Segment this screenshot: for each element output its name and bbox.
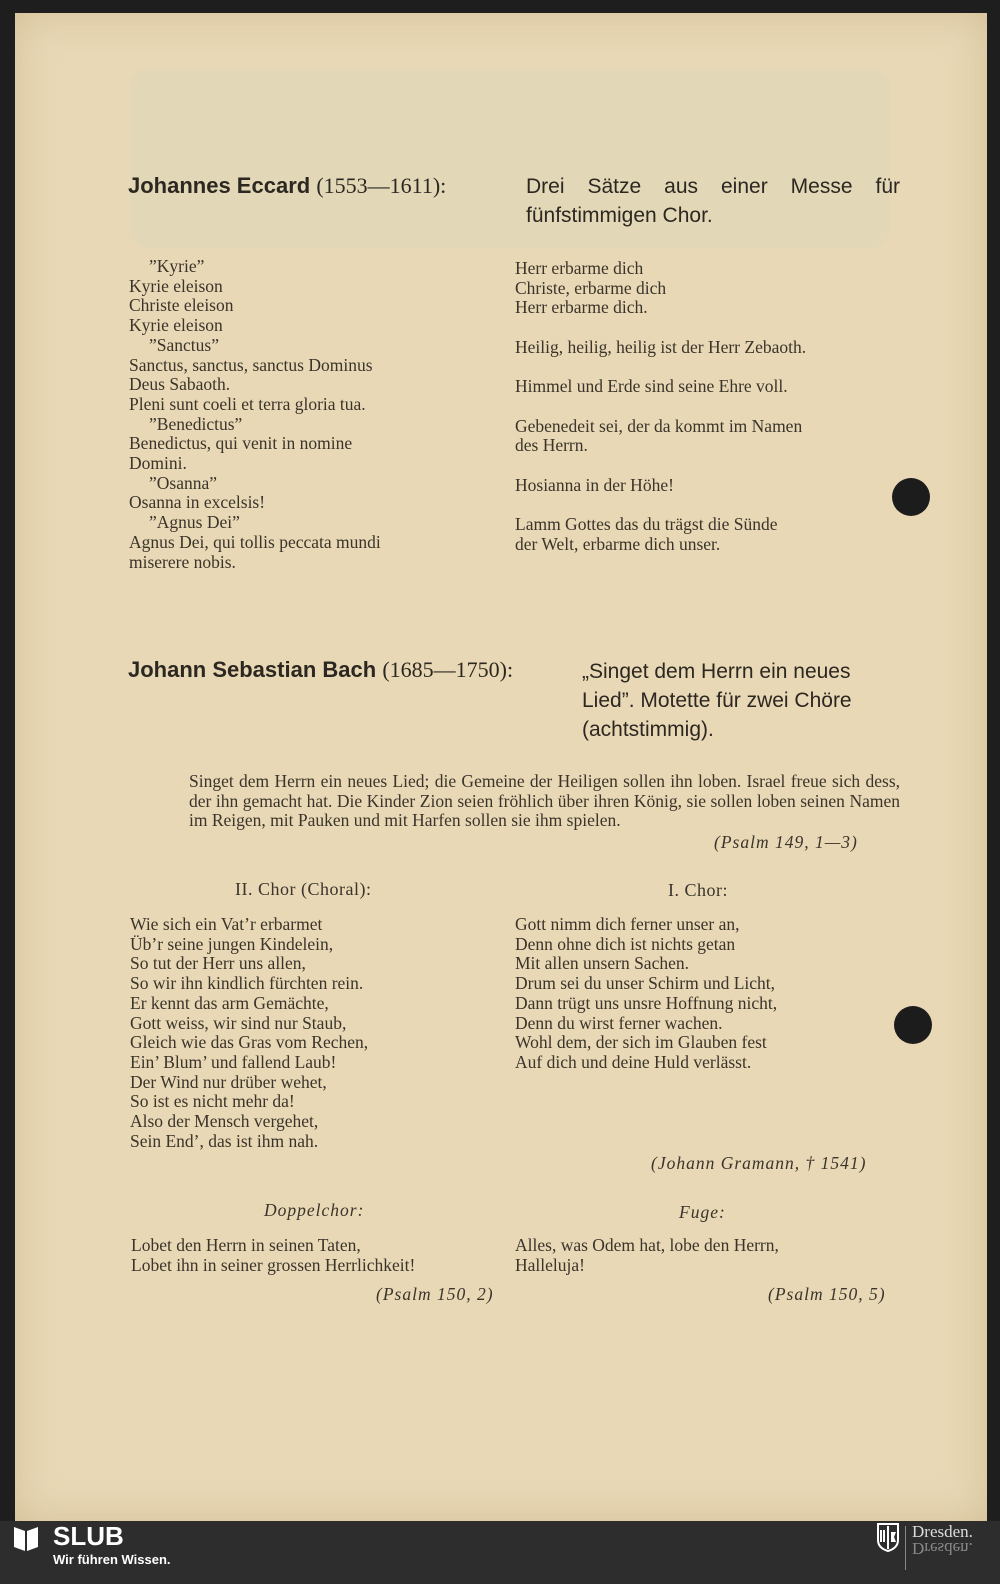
fuge-line: Halleluja!	[515, 1254, 585, 1275]
eccard-german-text	[515, 259, 806, 554]
german-line: des Herrn.	[515, 435, 588, 456]
latin-line: Benedictus, qui venit in nomine	[129, 433, 353, 454]
chor1-heading: I. Chor:	[668, 880, 728, 900]
chor1-line: Denn ohne dich ist nichts getan	[515, 933, 736, 954]
latin-line: ”Benedictus”	[149, 413, 243, 434]
eccard-composer: Johannes Eccard	[128, 173, 311, 198]
chor2-line: Er kennt das arm Gemächte,	[130, 992, 329, 1013]
german-line: Heilig, heilig, heilig ist der Herr Zebaoth.	[515, 336, 807, 357]
chor1-line: Dann trügt uns unsre Hoffnung nicht,	[515, 992, 778, 1013]
chor2-line: Der Wind nur drüber wehet,	[130, 1071, 327, 1092]
german-line: Herr erbarme dich	[515, 258, 644, 278]
dresden-logo-reflection: Dresden.	[912, 1539, 973, 1558]
eccard-title	[526, 172, 900, 230]
slub-logo-text[interactable]: SLUB	[53, 1521, 124, 1551]
latin-line: ”Sanctus”	[149, 334, 219, 355]
chor1-line: Drum sei du unser Schirm und Licht,	[515, 973, 776, 994]
gramann-reference: (Johann Gramann, † 1541)	[651, 1153, 867, 1173]
chor1-line: Denn du wirst ferner wachen.	[515, 1012, 723, 1033]
psalm150-2-reference: (Psalm 150, 2)	[376, 1284, 494, 1304]
eccard-latin-text	[129, 257, 381, 572]
punch-hole	[894, 1006, 932, 1044]
chor2-line: So wir ihn kindlich fürchten rein.	[130, 973, 364, 994]
eccard-title-line1: Drei Sätze aus einer Messe für	[526, 175, 900, 198]
chor2-line: Ein’ Blum’ und fallend Laub!	[130, 1051, 337, 1072]
footer-separator	[905, 1526, 906, 1570]
psalm150-5-reference: (Psalm 150, 5)	[768, 1284, 886, 1304]
bach-title-line2: Lied”. Motette für zwei Chöre	[582, 689, 852, 712]
latin-line: Domini.	[129, 453, 187, 474]
bach-title	[582, 657, 902, 744]
punch-hole	[892, 478, 930, 516]
chor2-line: So tut der Herr uns allen,	[130, 953, 306, 974]
chor2-line: Wie sich ein Vat’r erbarmet	[130, 914, 323, 934]
chor1-line: Mit allen unsern Sachen.	[515, 953, 689, 974]
fuge-line: Alles, was Odem hat, lobe den Herrn,	[515, 1235, 779, 1255]
chor1-line: Auf dich und deine Huld verlässt.	[515, 1051, 752, 1072]
eccard-title-line2: fünfstimmigen Chor.	[526, 204, 713, 227]
chor2-line: So ist es nicht mehr da!	[130, 1091, 295, 1112]
bach-title-line1: „Singet dem Herrn ein neues	[582, 660, 851, 683]
doppelchor-line: Lobet ihn in seiner grossen Herrlichkeit!	[131, 1254, 416, 1275]
psalm149-paragraph	[189, 772, 900, 831]
fuge-heading: Fuge:	[679, 1202, 726, 1222]
latin-line: ”Kyrie”	[149, 256, 205, 276]
latin-line: Kyrie eleison	[129, 275, 223, 296]
bach-years: (1685—1750):	[382, 657, 514, 682]
slub-tagline: Wir führen Wissen.	[53, 1552, 171, 1567]
doppelchor-heading: Doppelchor:	[264, 1200, 365, 1220]
eccard-heading	[128, 171, 446, 201]
bach-composer: Johann Sebastian Bach	[128, 657, 377, 682]
psalm149-text: Singet dem Herrn ein neues Lied; die Gemeine der Heiligen sollen ihn loben. Israel freue sich dess, der ihn gemacht hat. Die Kinder Zion seien fröhlich über ihren König, sie sollen loben seinen Namen im Reigen, mit Pauken und mit Harfen sollen sie ihm spielen.	[189, 771, 900, 831]
chor2-line: Üb’r seine jungen Kindelein,	[130, 933, 334, 954]
latin-line: Pleni sunt coeli et terra gloria tua.	[129, 393, 366, 414]
chor1-line: Wohl dem, der sich im Glauben fest	[515, 1032, 767, 1053]
chor2-line: Also der Mensch vergehet,	[130, 1111, 319, 1132]
german-line: Hosianna in der Höhe!	[515, 474, 674, 495]
latin-line: Agnus Dei, qui tollis peccata mundi	[129, 531, 381, 552]
german-line: der Welt, erbarme dich unser.	[515, 533, 721, 554]
dresden-crest-icon	[876, 1522, 900, 1552]
chor2-line: Sein End’, das ist ihm nah.	[130, 1130, 319, 1151]
latin-line: Sanctus, sanctus, sanctus Dominus	[129, 354, 373, 375]
latin-line: ”Osanna”	[149, 472, 218, 493]
psalm149-reference: (Psalm 149, 1—3)	[714, 832, 858, 852]
bach-heading	[128, 655, 513, 685]
chor2-heading: II. Chor (Choral):	[235, 879, 372, 899]
eccard-years: (1553—1611):	[316, 173, 447, 198]
latin-line: miserere nobis.	[129, 551, 236, 572]
dresden-logo-text[interactable]: Dresden.	[912, 1522, 973, 1541]
chor1-line: Gott nimm dich ferner unser an,	[515, 914, 740, 934]
slub-book-icon	[12, 1523, 40, 1553]
chor2-line: Gleich wie das Gras vom Rechen,	[130, 1032, 369, 1053]
doppelchor-line: Lobet den Herrn in seinen Taten,	[131, 1235, 361, 1255]
german-line: Christe, erbarme dich	[515, 277, 667, 298]
german-line: Lamm Gottes das du trägst die Sünde	[515, 514, 778, 535]
fuge-text	[515, 1236, 779, 1275]
latin-line: Kyrie eleison	[129, 315, 223, 336]
chor1-text	[515, 915, 777, 1073]
chor2-text	[130, 915, 368, 1151]
german-line: Gebenedeit sei, der da kommt im Namen	[515, 415, 803, 436]
doppelchor-text	[131, 1236, 415, 1275]
german-line: Himmel und Erde sind seine Ehre voll.	[515, 376, 788, 397]
chor2-line: Gott weiss, wir sind nur Staub,	[130, 1012, 347, 1033]
latin-line: Christe eleison	[129, 295, 234, 316]
german-line: Herr erbarme dich.	[515, 297, 648, 318]
bach-title-line3: (achtstimmig).	[582, 718, 714, 741]
latin-line: Deus Sabaoth.	[129, 374, 231, 395]
latin-line: ”Agnus Dei”	[149, 512, 240, 533]
latin-line: Osanna in excelsis!	[129, 492, 266, 513]
